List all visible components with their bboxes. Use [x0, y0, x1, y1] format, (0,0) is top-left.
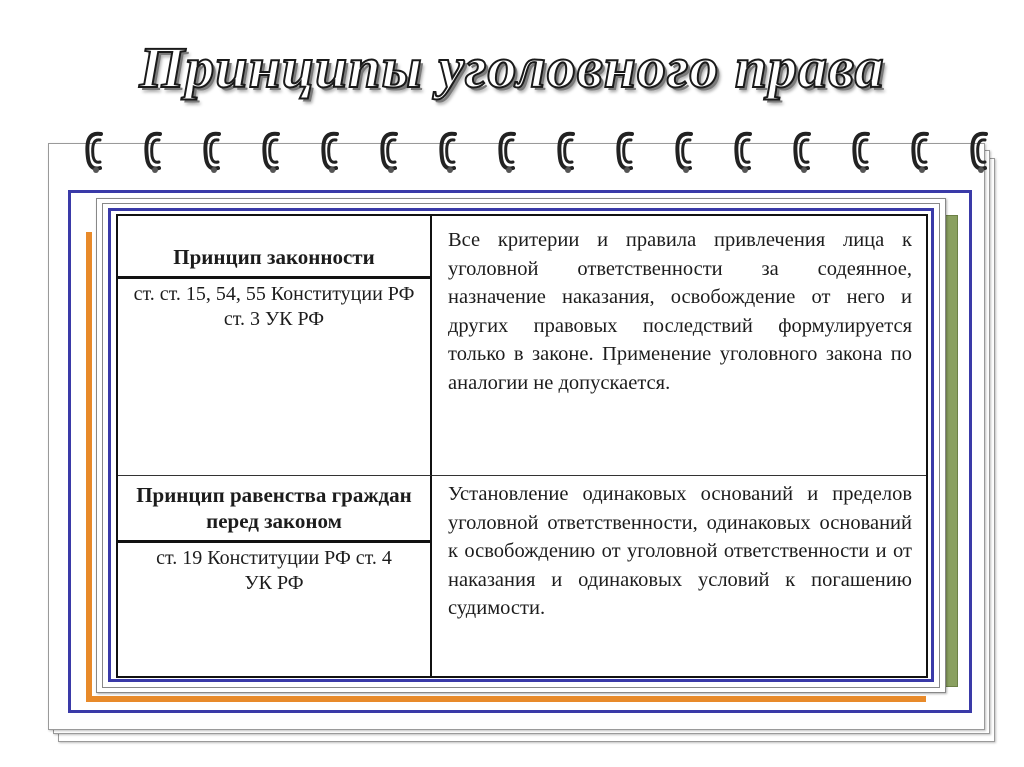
- spiral-ring-icon: [969, 128, 991, 178]
- legal-reference: ст. 19 Конституции РФ ст. 4 УК РФ: [156, 547, 392, 594]
- spiral-ring-icon: [674, 128, 696, 178]
- table-row: [118, 216, 432, 476]
- slide-title: Принципы уголовного права: [139, 35, 885, 100]
- principle-description: Все критерии и правила привлечения лица к уголовной ответственности за содеянное, назначение наказания, освобождение от него и других правовых последствий формулируется только в законе. Применение уголовного закона по аналогии не допускается.: [448, 229, 912, 394]
- principle-description: Установление одинаковых оснований и пределов уголовной ответственности, одинаковых оснований к освобождению от уголовной ответственности и от наказания и одинаковых условий к погашению судимости.: [448, 483, 912, 619]
- spiral-ring-icon: [438, 128, 460, 178]
- spiral-ring-icon: [615, 128, 637, 178]
- spiral-ring-icon: [379, 128, 401, 178]
- spiral-ring-icon: [792, 128, 814, 178]
- principle-name: [118, 482, 430, 543]
- spiral-ring-icon: [910, 128, 932, 178]
- principles-table: [116, 214, 928, 678]
- spiral-ring-icon: [143, 128, 165, 178]
- table-row: [432, 476, 926, 676]
- spiral-ring-icon: [320, 128, 342, 178]
- principle-name: [118, 244, 430, 279]
- spiral-ring-icon: [733, 128, 755, 178]
- principle-name-text: Принцип законности: [173, 245, 375, 269]
- table-row: [432, 216, 926, 476]
- spiral-ring-icon: [556, 128, 578, 178]
- table-row: [118, 476, 432, 676]
- spiral-ring-icon: [202, 128, 224, 178]
- legal-reference: ст. ст. 15, 54, 55 Конституции РФ ст. 3 УК РФ: [133, 283, 415, 330]
- spiral-ring-icon: [851, 128, 873, 178]
- spiral-ring-icon: [497, 128, 519, 178]
- principle-name-text: Принцип равенства граждан перед законом: [136, 483, 412, 533]
- spiral-ring-icon: [84, 128, 106, 178]
- spiral-ring-icon: [261, 128, 283, 178]
